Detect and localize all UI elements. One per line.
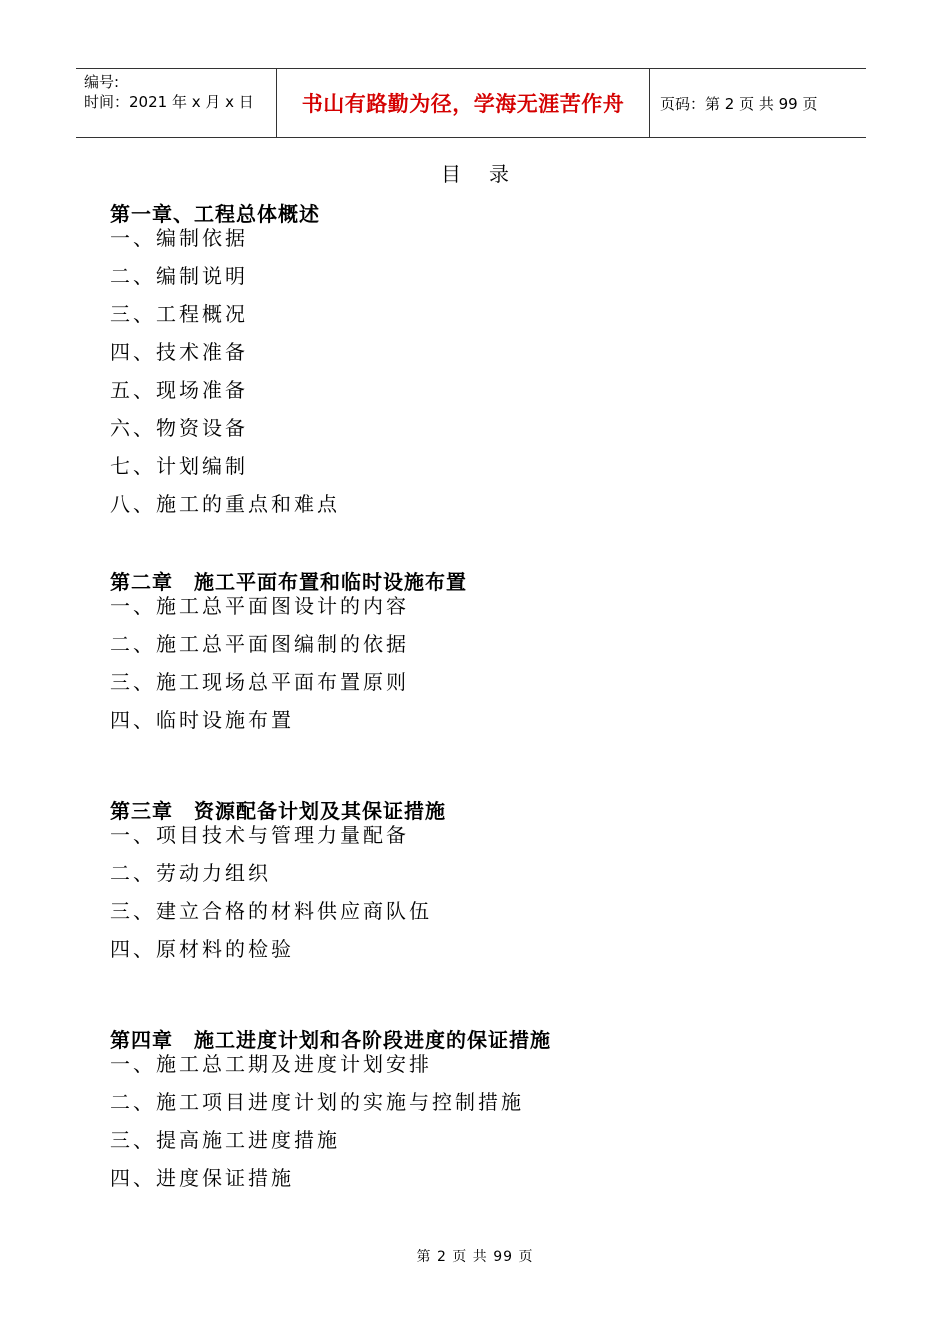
page-footer: 第 2 页 共 99 页	[416, 1249, 534, 1265]
toc-item: 一、施工总工期及进度计划安排	[110, 1052, 432, 1076]
toc-item: 四、进度保证措施	[110, 1166, 294, 1190]
page-label: 页码：第 2 页 共 99 页	[660, 94, 818, 113]
chapter-title: 第三章 资源配备计划及其保证措施	[110, 799, 446, 823]
header-meta	[76, 69, 277, 137]
toc-item: 五、现场准备	[110, 378, 248, 402]
toc-item: 一、编制依据	[110, 226, 248, 250]
toc-item: 一、项目技术与管理力量配备	[110, 823, 409, 847]
toc-item: 二、编制说明	[110, 264, 248, 288]
toc-item: 三、工程概况	[110, 302, 248, 326]
header-page-cell	[650, 69, 866, 137]
toc-item: 三、建立合格的材料供应商队伍	[110, 899, 432, 923]
time-label: 时间：2021 年 x 月 x 日	[84, 93, 254, 111]
chapter-title: 第一章、工程总体概述	[110, 202, 320, 226]
chapter-title: 第二章 施工平面布置和临时设施布置	[110, 570, 467, 594]
toc-item: 二、施工项目进度计划的实施与控制措施	[110, 1090, 524, 1114]
toc-item: 八、施工的重点和难点	[110, 492, 340, 516]
chapter-title: 第四章 施工进度计划和各阶段进度的保证措施	[110, 1028, 551, 1052]
toc-item: 三、提高施工进度措施	[110, 1128, 340, 1152]
toc-item: 二、施工总平面图编制的依据	[110, 632, 409, 656]
page-header	[76, 68, 866, 138]
toc-item: 四、技术准备	[110, 340, 248, 364]
toc-item: 一、施工总平面图设计的内容	[110, 594, 409, 618]
toc-item: 三、施工现场总平面布置原则	[110, 670, 409, 694]
header-motto-cell	[277, 69, 650, 137]
toc-item: 四、原材料的检验	[110, 937, 294, 961]
toc-item: 六、物资设备	[110, 416, 248, 440]
toc-item: 二、劳动力组织	[110, 861, 271, 885]
number-label: 编号:	[84, 73, 120, 91]
motto: 书山有路勤为径，学海无涯苦作舟	[301, 92, 625, 116]
toc-title: 目录	[441, 162, 537, 186]
toc-item: 四、临时设施布置	[110, 708, 294, 732]
toc-item: 七、计划编制	[110, 454, 248, 478]
